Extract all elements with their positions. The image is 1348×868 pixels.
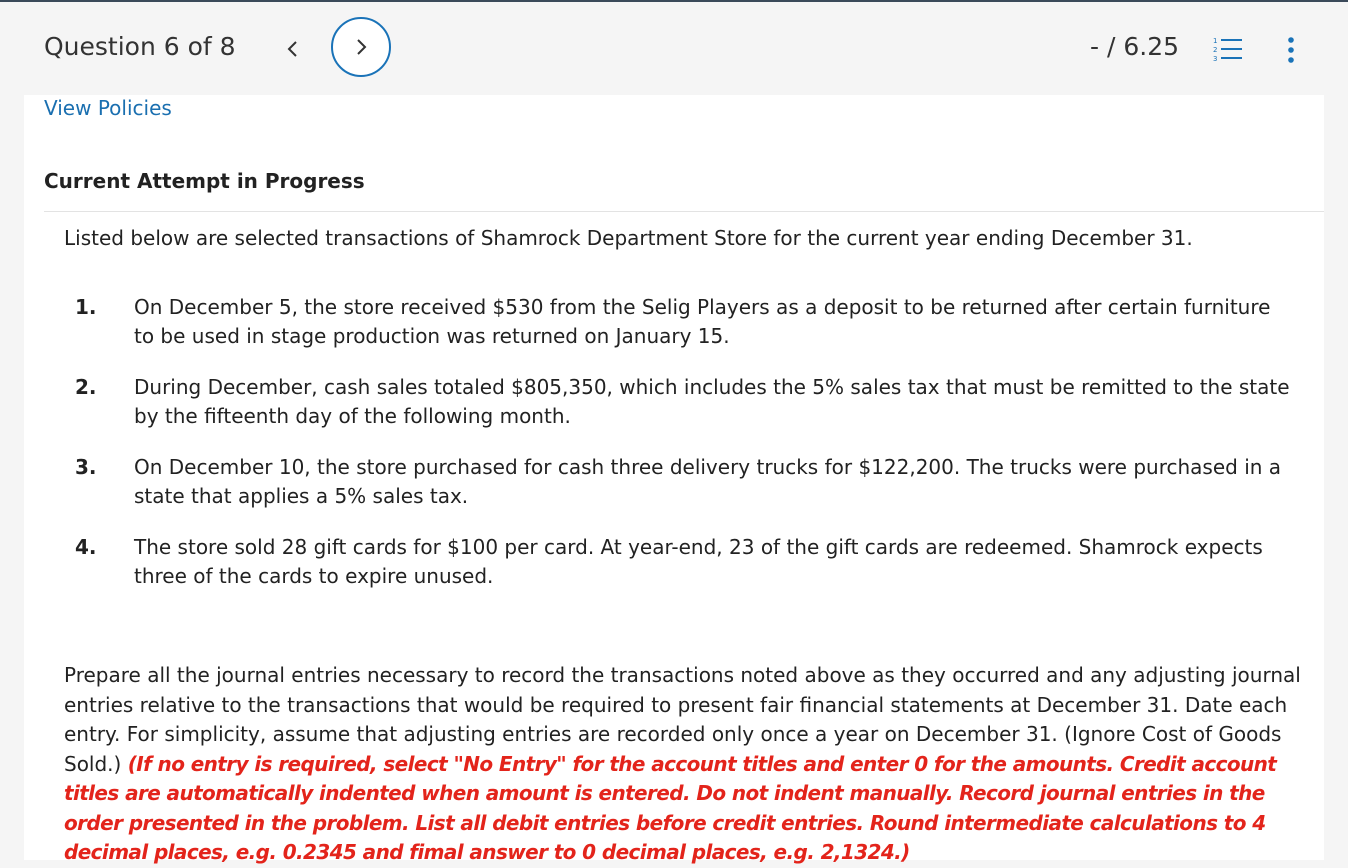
item-text: During December, cash sales totaled $805,350, which includes the 5% sales tax that must be remitted to the state by the fifteenth day of the following month. — [134, 375, 1290, 428]
list-item — [64, 533, 1294, 591]
next-question-button[interactable] — [331, 17, 391, 77]
item-number: 2. — [75, 375, 97, 399]
more-vertical-icon — [1284, 36, 1298, 64]
more-options-button[interactable] — [1284, 36, 1298, 64]
question-counter: Question 6 of 8 — [44, 32, 236, 61]
transaction-list — [64, 293, 1294, 613]
svg-text:1: 1 — [1213, 37, 1218, 45]
item-number: 3. — [75, 455, 97, 479]
chevron-right-icon — [354, 37, 368, 57]
previous-question-button[interactable] — [278, 34, 306, 64]
instructions-note: (If no entry is required, select "No Entry" for the account titles and enter 0 for the amounts. Credit account titles are automatically indented when amount is entered. Do not indent manually. Record journal entries in the order presented in the problem. List all debit entries before credit entries. Round intermediate calculations to 4 decimal places, e.g. 0.2345 and fimal answer to 0 decimal places, e.g. 2,1324.) — [64, 751, 1277, 864]
list-item — [64, 373, 1294, 431]
item-text: On December 5, the store received $530 from the Selig Players as a deposit to be returned after certain furniture to be used in stage production was returned on January 15. — [134, 295, 1271, 348]
view-policies-link[interactable]: View Policies — [44, 96, 172, 120]
item-number: 4. — [75, 535, 97, 559]
list-item — [64, 293, 1294, 351]
numbered-list-icon — [1213, 36, 1243, 62]
instructions-text: Prepare all the journal entries necessary to record the transactions noted above as they occurred and any adjusting journal entries relative to the transactions that would be required to present fair financial statements at December 31. Date each entry. For simplicity, assume that adjusting entries are recorded only once a year on December 31. (Ignore Cost of Goods Sold.) — [64, 663, 1301, 776]
svg-text:3: 3 — [1213, 55, 1218, 62]
svg-text:2: 2 — [1213, 46, 1218, 54]
list-item — [64, 453, 1294, 511]
question-header — [0, 2, 1348, 94]
question-list-button[interactable] — [1213, 36, 1243, 62]
attempt-status-heading: Current Attempt in Progress — [44, 169, 365, 193]
item-number: 1. — [75, 295, 97, 319]
score-display: - / 6.25 — [1090, 32, 1180, 61]
instructions-paragraph — [64, 661, 1309, 868]
question-intro: Listed below are selected transactions of Shamrock Department Store for the current year ending December 31. — [64, 226, 1193, 250]
item-text: On December 10, the store purchased for cash three delivery trucks for $122,200. The trucks were purchased in a state that applies a 5% sales tax. — [134, 455, 1282, 508]
section-divider — [44, 211, 1324, 212]
item-text: The store sold 28 gift cards for $100 per card. At year-end, 23 of the gift cards are redeemed. Shamrock expects three of the cards to expire unused. — [134, 535, 1263, 588]
chevron-left-icon — [285, 39, 299, 59]
